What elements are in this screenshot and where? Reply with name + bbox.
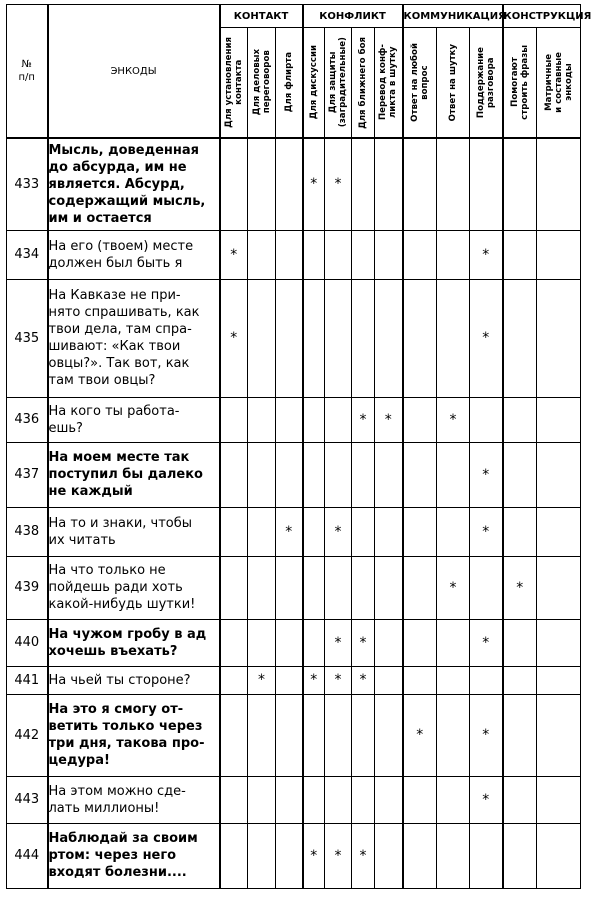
row-number: 435	[7, 279, 48, 397]
mark-cell	[503, 230, 537, 279]
column-header-2	[248, 28, 276, 139]
column-header-label: Матричные и составные энкоды	[543, 52, 574, 113]
mark-cell	[437, 619, 470, 666]
mark-cell	[248, 507, 276, 556]
mark-cell	[303, 138, 325, 230]
mark-cell	[352, 230, 375, 279]
mark-cell	[303, 442, 325, 507]
mark-cell	[503, 507, 537, 556]
column-header-7	[375, 28, 403, 139]
mark-cell	[276, 397, 303, 442]
row-number: 441	[7, 666, 48, 694]
mark-cell	[352, 776, 375, 823]
column-header-12	[537, 28, 581, 139]
mark-cell	[220, 823, 248, 888]
column-header-label: Помогают строить фразы	[509, 45, 530, 120]
mark-cell	[325, 138, 352, 230]
mark-cell	[248, 823, 276, 888]
column-header-5	[325, 28, 352, 139]
mark-cell	[537, 507, 581, 556]
mark-cell	[403, 442, 437, 507]
mark-cell	[375, 776, 403, 823]
column-header-label: Ответ на шутку	[448, 43, 459, 122]
column-header-1	[220, 28, 248, 139]
mark-asterisk: *	[359, 634, 367, 651]
mark-cell	[276, 666, 303, 694]
mark-cell	[375, 556, 403, 619]
mark-cell	[220, 556, 248, 619]
mark-cell	[403, 507, 437, 556]
mark-cell	[537, 619, 581, 666]
mark-cell	[303, 397, 325, 442]
mark-cell	[437, 666, 470, 694]
encode-text: На это я смогу от- ветить только через три дня, такова про- цедура!	[48, 694, 220, 776]
mark-asterisk: *	[258, 672, 265, 688]
mark-cell	[248, 556, 276, 619]
mark-cell	[220, 619, 248, 666]
row-number: 437	[7, 442, 48, 507]
mark-cell	[303, 507, 325, 556]
column-header-label: Для флирта	[283, 52, 294, 113]
mark-cell	[303, 619, 325, 666]
mark-cell	[470, 776, 503, 823]
mark-asterisk: *	[285, 523, 293, 540]
column-header-label: Ответ на любой вопрос	[409, 43, 430, 122]
mark-cell	[437, 279, 470, 397]
group-header-contact: КОНТАКТ	[220, 5, 303, 28]
mark-cell	[503, 397, 537, 442]
mark-asterisk: *	[334, 176, 342, 193]
mark-asterisk: *	[359, 847, 367, 864]
mark-cell	[437, 230, 470, 279]
mark-cell	[276, 279, 303, 397]
row-number: 444	[7, 823, 48, 888]
mark-cell	[537, 279, 581, 397]
table-row	[7, 230, 581, 279]
mark-cell	[537, 138, 581, 230]
mark-cell	[503, 666, 537, 694]
mark-cell	[325, 776, 352, 823]
column-header-6	[352, 28, 375, 139]
mark-cell	[220, 776, 248, 823]
mark-cell	[325, 823, 352, 888]
encode-text: На его (твоем) месте должен был быть я	[48, 230, 220, 279]
mark-cell	[220, 279, 248, 397]
mark-asterisk: *	[359, 411, 367, 428]
column-header-label: Поддержание разговора	[475, 46, 496, 119]
column-header-10	[470, 28, 503, 139]
mark-cell	[375, 442, 403, 507]
mark-cell	[503, 279, 537, 397]
encodes-header: ЭНКОДЫ	[48, 5, 220, 139]
mark-asterisk: *	[449, 411, 457, 428]
mark-asterisk: *	[482, 727, 490, 743]
mark-cell	[437, 694, 470, 776]
mark-cell	[503, 138, 537, 230]
mark-cell	[276, 619, 303, 666]
mark-cell	[470, 138, 503, 230]
table-row	[7, 556, 581, 619]
column-header-label: Для установления контакта	[223, 37, 244, 128]
mark-cell	[437, 823, 470, 888]
mark-cell	[537, 556, 581, 619]
row-number: 434	[7, 230, 48, 279]
mark-asterisk: *	[310, 672, 318, 688]
column-header-3	[276, 28, 303, 139]
group-header-communication: КОММУНИКАЦИЯ	[403, 5, 503, 28]
mark-cell	[470, 823, 503, 888]
mark-cell	[352, 279, 375, 397]
mark-cell	[437, 556, 470, 619]
mark-cell	[248, 694, 276, 776]
mark-cell	[325, 279, 352, 397]
encode-rows	[7, 138, 581, 888]
column-header-label: Перевод конф- ликта в шутку	[378, 44, 399, 121]
encode-text: На что только не пойдешь ради хоть какой-нибудь шутки!	[48, 556, 220, 619]
mark-asterisk: *	[449, 579, 457, 596]
encode-text: На чужом гробу в ад хочешь въехать?	[48, 619, 220, 666]
encode-text: На Кавказе не при- нято спрашивать, как твои дела, там спра- шивают: «Как твои овцы?». Так вот, как там твои овцы?	[48, 279, 220, 397]
mark-cell	[303, 666, 325, 694]
encode-text: На этом можно сде- лать миллионы!	[48, 776, 220, 823]
mark-asterisk: *	[482, 791, 490, 808]
mark-cell	[403, 776, 437, 823]
mark-cell	[470, 279, 503, 397]
mark-cell	[375, 279, 403, 397]
mark-cell	[470, 556, 503, 619]
table-row	[7, 694, 581, 776]
mark-cell	[276, 138, 303, 230]
mark-cell	[503, 442, 537, 507]
mark-cell	[220, 507, 248, 556]
column-header-4	[303, 28, 325, 139]
mark-cell	[220, 397, 248, 442]
column-header-8	[403, 28, 437, 139]
mark-cell	[437, 442, 470, 507]
mark-cell	[503, 556, 537, 619]
mark-cell	[537, 823, 581, 888]
column-header-9	[437, 28, 470, 139]
mark-cell	[276, 230, 303, 279]
num-header: № п/п	[7, 5, 48, 139]
mark-cell	[303, 776, 325, 823]
table-row	[7, 397, 581, 442]
table-row	[7, 138, 581, 230]
mark-cell	[375, 619, 403, 666]
mark-cell	[220, 230, 248, 279]
mark-asterisk: *	[416, 727, 424, 743]
mark-asterisk: *	[334, 634, 342, 651]
mark-cell	[325, 666, 352, 694]
mark-cell	[325, 442, 352, 507]
table-row	[7, 666, 581, 694]
mark-cell	[437, 776, 470, 823]
mark-cell	[375, 694, 403, 776]
encode-text: На кого ты работа- ешь?	[48, 397, 220, 442]
table-row	[7, 776, 581, 823]
table-row	[7, 507, 581, 556]
mark-cell	[276, 556, 303, 619]
group-header-row	[7, 5, 581, 28]
mark-cell	[503, 619, 537, 666]
mark-cell	[325, 397, 352, 442]
mark-cell	[375, 138, 403, 230]
row-number: 436	[7, 397, 48, 442]
mark-cell	[220, 694, 248, 776]
mark-asterisk: *	[310, 176, 318, 193]
mark-cell	[352, 556, 375, 619]
mark-cell	[352, 823, 375, 888]
encode-table	[6, 4, 591, 889]
mark-cell	[470, 507, 503, 556]
mark-cell	[537, 776, 581, 823]
mark-cell	[352, 397, 375, 442]
mark-cell	[303, 279, 325, 397]
mark-cell	[470, 619, 503, 666]
mark-asterisk: *	[230, 246, 238, 263]
mark-asterisk: *	[334, 523, 342, 540]
mark-cell	[403, 279, 437, 397]
mark-cell	[352, 694, 375, 776]
table-row	[7, 619, 581, 666]
mark-cell	[403, 694, 437, 776]
encode-text: На то и знаки, чтобы их читать	[48, 507, 220, 556]
mark-cell	[470, 694, 503, 776]
mark-cell	[537, 694, 581, 776]
mark-cell	[325, 694, 352, 776]
mark-cell	[470, 442, 503, 507]
column-header-label: Для защиты (заградительные)	[328, 37, 349, 128]
mark-cell	[503, 776, 537, 823]
mark-cell	[470, 666, 503, 694]
mark-cell	[220, 138, 248, 230]
row-number: 443	[7, 776, 48, 823]
mark-cell	[276, 442, 303, 507]
column-header-label: Для дискуссии	[308, 45, 319, 120]
encode-text: На чьей ты стороне?	[48, 666, 220, 694]
mark-asterisk: *	[334, 672, 342, 688]
column-header-11	[503, 28, 537, 139]
mark-cell	[470, 397, 503, 442]
mark-cell	[437, 397, 470, 442]
encode-text: Наблюдай за своим ртом: через него входят болезни....	[48, 823, 220, 888]
mark-cell	[303, 230, 325, 279]
mark-cell	[248, 666, 276, 694]
encode-text: Мысль, доведенная до абсурда, им не является. Абсурд, содержащий мысль, им и остается	[48, 138, 220, 230]
mark-cell	[403, 138, 437, 230]
mark-cell	[403, 397, 437, 442]
mark-cell	[437, 138, 470, 230]
row-number: 442	[7, 694, 48, 776]
mark-cell	[375, 666, 403, 694]
mark-cell	[248, 776, 276, 823]
mark-cell	[276, 507, 303, 556]
mark-asterisk: *	[359, 672, 367, 688]
mark-cell	[403, 823, 437, 888]
mark-cell	[248, 279, 276, 397]
mark-asterisk: *	[482, 246, 490, 263]
mark-cell	[220, 666, 248, 694]
mark-asterisk: *	[310, 847, 318, 864]
mark-cell	[403, 666, 437, 694]
row-number: 440	[7, 619, 48, 666]
group-header-construction: КОНСТРУКЦИЯ	[503, 5, 581, 28]
mark-cell	[537, 666, 581, 694]
mark-asterisk: *	[482, 523, 490, 540]
mark-asterisk: *	[482, 330, 490, 346]
encode-text: На моем месте так поступил бы далеко не каждый	[48, 442, 220, 507]
mark-cell	[403, 619, 437, 666]
mark-cell	[303, 823, 325, 888]
table-row	[7, 442, 581, 507]
mark-cell	[375, 823, 403, 888]
mark-cell	[248, 619, 276, 666]
mark-asterisk: *	[482, 634, 490, 651]
mark-cell	[352, 619, 375, 666]
row-number: 438	[7, 507, 48, 556]
mark-cell	[248, 230, 276, 279]
mark-cell	[403, 230, 437, 279]
mark-cell	[352, 138, 375, 230]
mark-cell	[325, 230, 352, 279]
mark-cell	[276, 776, 303, 823]
mark-cell	[503, 823, 537, 888]
group-header-conflict: КОНФЛИКТ	[303, 5, 403, 28]
mark-cell	[375, 230, 403, 279]
mark-cell	[325, 507, 352, 556]
mark-cell	[503, 694, 537, 776]
mark-cell	[325, 619, 352, 666]
mark-cell	[248, 442, 276, 507]
mark-cell	[537, 397, 581, 442]
mark-cell	[248, 138, 276, 230]
mark-cell	[303, 556, 325, 619]
mark-cell	[276, 823, 303, 888]
mark-cell	[437, 507, 470, 556]
mark-cell	[248, 397, 276, 442]
column-header-label: Для деловых переговоров	[251, 49, 272, 116]
mark-cell	[325, 556, 352, 619]
mark-cell	[470, 230, 503, 279]
mark-asterisk: *	[230, 330, 238, 346]
table-row	[7, 823, 581, 888]
row-number: 439	[7, 556, 48, 619]
mark-asterisk: *	[482, 466, 490, 483]
mark-cell	[375, 507, 403, 556]
mark-cell	[403, 556, 437, 619]
mark-asterisk: *	[384, 411, 392, 428]
mark-cell	[220, 442, 248, 507]
mark-cell	[276, 694, 303, 776]
mark-asterisk: *	[334, 847, 342, 864]
column-header-label: Для ближнего боя	[358, 36, 369, 129]
row-number: 433	[7, 138, 48, 230]
mark-cell	[303, 694, 325, 776]
mark-cell	[352, 507, 375, 556]
mark-cell	[537, 230, 581, 279]
mark-cell	[375, 397, 403, 442]
mark-asterisk: *	[516, 579, 524, 596]
table-row	[7, 279, 581, 397]
mark-cell	[352, 666, 375, 694]
mark-cell	[352, 442, 375, 507]
mark-cell	[537, 442, 581, 507]
